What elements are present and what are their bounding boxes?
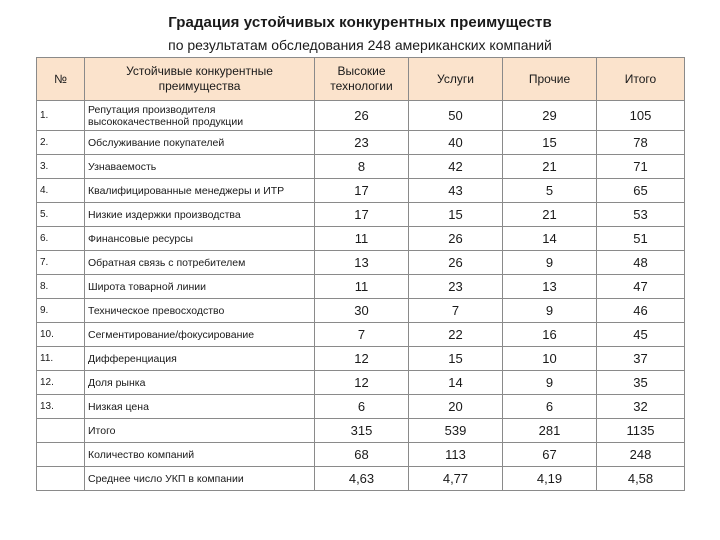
row-feature: Обслуживание покупателей — [85, 131, 315, 155]
cell-hightech: 315 — [315, 419, 409, 443]
row-number: 2. — [37, 131, 85, 155]
row-number: 7. — [37, 251, 85, 275]
cell-other: 13 — [503, 275, 597, 299]
cell-hightech: 17 — [315, 179, 409, 203]
cell-hightech: 11 — [315, 275, 409, 299]
table-row — [37, 395, 685, 419]
cell-services: 43 — [409, 179, 503, 203]
header-num: № — [37, 58, 85, 101]
cell-hightech: 30 — [315, 299, 409, 323]
row-number: 10. — [37, 323, 85, 347]
table-row — [37, 227, 685, 251]
row-number: 3. — [37, 155, 85, 179]
table-row — [37, 155, 685, 179]
row-number — [37, 443, 85, 467]
header-feature: Устойчивые конкурентные преимущества — [85, 58, 315, 101]
table-row — [37, 299, 685, 323]
cell-services: 20 — [409, 395, 503, 419]
page-title: Градация устойчивых конкурентных преимуществ — [168, 14, 552, 31]
table-row — [37, 443, 685, 467]
cell-total: 71 — [597, 155, 685, 179]
cell-total: 105 — [597, 101, 685, 131]
cell-hightech: 17 — [315, 203, 409, 227]
row-number: 4. — [37, 179, 85, 203]
table-body — [37, 101, 685, 491]
table-row — [37, 101, 685, 131]
row-number: 1. — [37, 101, 85, 131]
header-other: Прочие — [503, 58, 597, 101]
cell-other: 6 — [503, 395, 597, 419]
row-feature: Количество компаний — [85, 443, 315, 467]
cell-hightech: 4,63 — [315, 467, 409, 491]
header-total: Итого — [597, 58, 685, 101]
cell-services: 22 — [409, 323, 503, 347]
row-feature: Широта товарной линии — [85, 275, 315, 299]
cell-services: 539 — [409, 419, 503, 443]
table-row — [37, 347, 685, 371]
cell-hightech: 6 — [315, 395, 409, 419]
cell-hightech: 11 — [315, 227, 409, 251]
cell-other: 16 — [503, 323, 597, 347]
table-row — [37, 419, 685, 443]
cell-hightech: 12 — [315, 371, 409, 395]
row-number: 8. — [37, 275, 85, 299]
cell-services: 26 — [409, 251, 503, 275]
cell-hightech: 8 — [315, 155, 409, 179]
table-header-row — [37, 58, 685, 101]
table-row — [37, 131, 685, 155]
cell-other: 4,19 — [503, 467, 597, 491]
cell-other: 21 — [503, 155, 597, 179]
cell-services: 15 — [409, 203, 503, 227]
row-feature: Итого — [85, 419, 315, 443]
cell-other: 15 — [503, 131, 597, 155]
table-row — [37, 371, 685, 395]
table-row — [37, 179, 685, 203]
cell-total: 35 — [597, 371, 685, 395]
cell-total: 4,58 — [597, 467, 685, 491]
row-feature: Дифференциация — [85, 347, 315, 371]
cell-hightech: 7 — [315, 323, 409, 347]
advantages-table — [36, 57, 685, 491]
cell-services: 113 — [409, 443, 503, 467]
row-feature: Сегментирование/фокусирование — [85, 323, 315, 347]
cell-other: 14 — [503, 227, 597, 251]
cell-services: 50 — [409, 101, 503, 131]
cell-hightech: 12 — [315, 347, 409, 371]
row-feature: Узнаваемость — [85, 155, 315, 179]
cell-total: 45 — [597, 323, 685, 347]
cell-other: 281 — [503, 419, 597, 443]
cell-services: 40 — [409, 131, 503, 155]
cell-services: 14 — [409, 371, 503, 395]
row-number: 5. — [37, 203, 85, 227]
cell-other: 5 — [503, 179, 597, 203]
row-feature: Техническое превосходство — [85, 299, 315, 323]
cell-other: 9 — [503, 299, 597, 323]
row-number: 11. — [37, 347, 85, 371]
cell-total: 1135 — [597, 419, 685, 443]
cell-other: 9 — [503, 371, 597, 395]
cell-total: 78 — [597, 131, 685, 155]
row-feature: Финансовые ресурсы — [85, 227, 315, 251]
row-feature: Обратная связь с потребителем — [85, 251, 315, 275]
table-row — [37, 467, 685, 491]
cell-total: 51 — [597, 227, 685, 251]
cell-services: 4,77 — [409, 467, 503, 491]
cell-hightech: 23 — [315, 131, 409, 155]
row-number: 13. — [37, 395, 85, 419]
cell-total: 248 — [597, 443, 685, 467]
row-feature: Среднее число УКП в компании — [85, 467, 315, 491]
table-row — [37, 275, 685, 299]
row-feature: Репутация производителя высококачественной продукции — [85, 101, 315, 131]
row-feature: Доля рынка — [85, 371, 315, 395]
row-number — [37, 467, 85, 491]
cell-total: 32 — [597, 395, 685, 419]
header-services: Услуги — [409, 58, 503, 101]
row-feature: Низкая цена — [85, 395, 315, 419]
cell-hightech: 26 — [315, 101, 409, 131]
cell-total: 37 — [597, 347, 685, 371]
cell-hightech: 68 — [315, 443, 409, 467]
cell-services: 7 — [409, 299, 503, 323]
cell-total: 65 — [597, 179, 685, 203]
row-number — [37, 419, 85, 443]
cell-services: 23 — [409, 275, 503, 299]
cell-services: 15 — [409, 347, 503, 371]
cell-other: 29 — [503, 101, 597, 131]
cell-total: 53 — [597, 203, 685, 227]
cell-hightech: 13 — [315, 251, 409, 275]
row-feature: Низкие издержки производства — [85, 203, 315, 227]
row-number: 6. — [37, 227, 85, 251]
cell-services: 42 — [409, 155, 503, 179]
row-feature: Квалифицированные менеджеры и ИТР — [85, 179, 315, 203]
row-number: 9. — [37, 299, 85, 323]
header-hightech: Высокие технологии — [315, 58, 409, 101]
table-row — [37, 323, 685, 347]
cell-other: 67 — [503, 443, 597, 467]
table-row — [37, 203, 685, 227]
row-number: 12. — [37, 371, 85, 395]
cell-services: 26 — [409, 227, 503, 251]
cell-other: 21 — [503, 203, 597, 227]
table-row — [37, 251, 685, 275]
cell-total: 47 — [597, 275, 685, 299]
cell-total: 46 — [597, 299, 685, 323]
cell-total: 48 — [597, 251, 685, 275]
cell-other: 9 — [503, 251, 597, 275]
page-subtitle: по результатам обследования 248 американских компаний — [168, 37, 552, 53]
cell-other: 10 — [503, 347, 597, 371]
